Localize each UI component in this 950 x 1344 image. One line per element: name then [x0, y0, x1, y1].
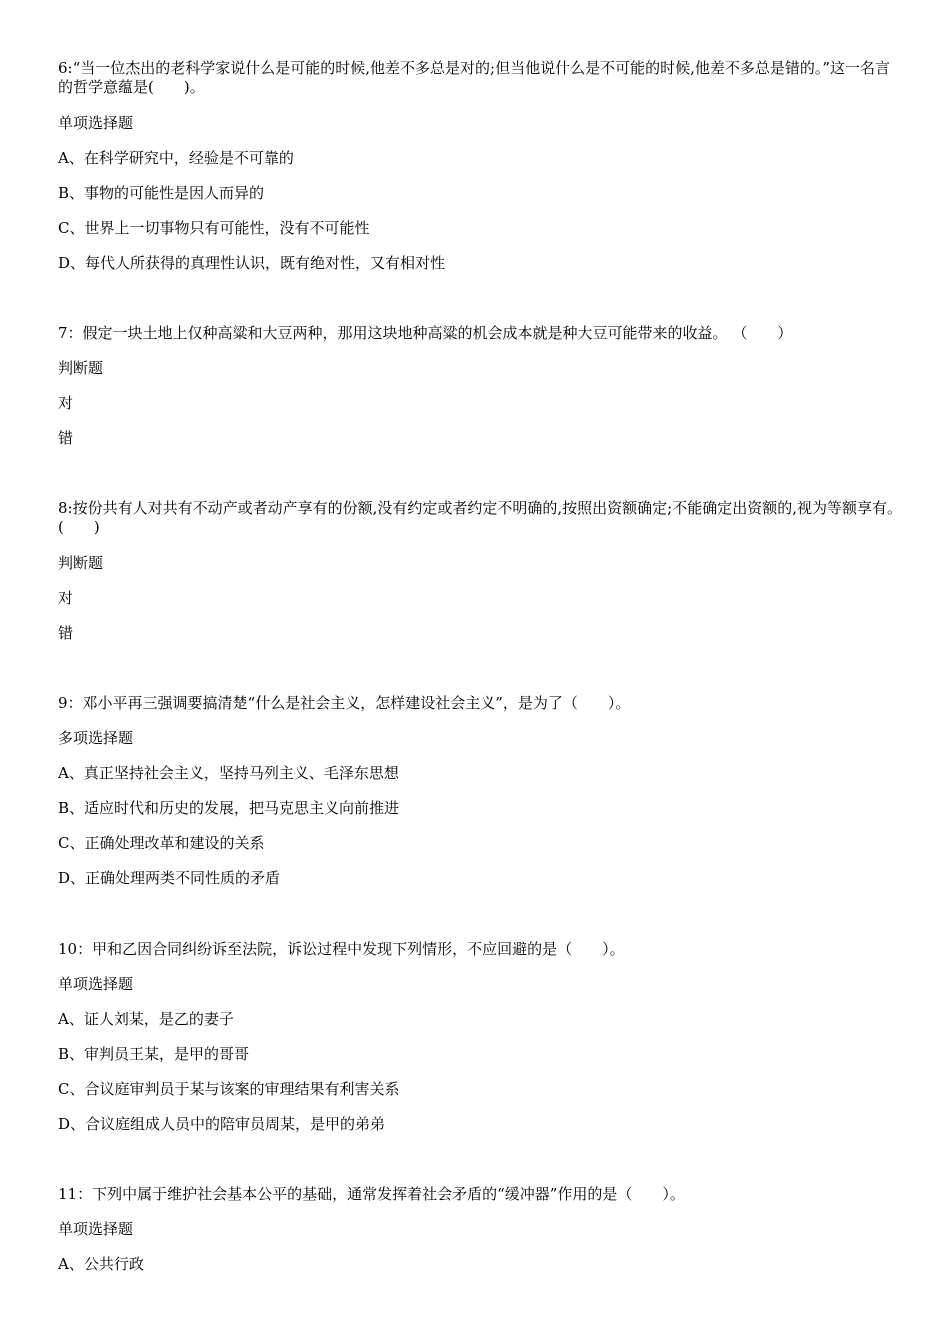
question-10-option-a: A、证人刘某，是乙的妻子 — [58, 1010, 234, 1028]
question-7-type: 判断题 — [58, 359, 104, 377]
question-8-stem: 8:按份共有人对共有不动产或者动产享有的份额,没有约定或者约定不明确的,按照出资额确定;不能确定出资额的,视为等额享有。 ( ) — [58, 499, 902, 536]
question-9-stem: 9：邓小平再三强调要搞清楚“什么是社会主义，怎样建设社会主义”，是为了（ ）。 — [58, 694, 631, 712]
question-7-stem: 7：假定一块土地上仅种高粱和大豆两种，那用这块地种高粱的机会成本就是种大豆可能带来的收益。 （ ） — [58, 324, 793, 342]
question-7-option-false: 错 — [58, 429, 74, 447]
question-11-option-a: A、公共行政 — [58, 1255, 144, 1273]
question-10-option-b: B、审判员王某，是甲的哥哥 — [58, 1045, 250, 1063]
question-8-option-false: 错 — [58, 624, 74, 642]
question-8-option-true: 对 — [58, 589, 74, 607]
question-9-option-c: C、正确处理改革和建设的关系 — [58, 834, 265, 852]
question-9-option-a: A、真正坚持社会主义，坚持马列主义、毛泽东思想 — [58, 764, 399, 782]
question-6-option-c: C、世界上一切事物只有可能性，没有不可能性 — [58, 219, 370, 237]
question-6-option-a: A、在科学研究中，经验是不可靠的 — [58, 149, 294, 167]
question-9-type: 多项选择题 — [58, 729, 134, 747]
question-7-option-true: 对 — [58, 394, 74, 412]
question-11-stem: 11：下列中属于维护社会基本公平的基础，通常发挥着社会矛盾的“缓冲器”作用的是（ ）。 — [58, 1185, 685, 1203]
question-6-option-b: B、事物的可能性是因人而异的 — [58, 184, 265, 202]
question-9-option-d: D、正确处理两类不同性质的矛盾 — [58, 869, 281, 887]
question-6-option-d: D、每代人所获得的真理性认识，既有绝对性，又有相对性 — [58, 254, 446, 272]
question-10-option-d: D、合议庭组成人员中的陪审员周某，是甲的弟弟 — [58, 1115, 386, 1133]
question-8-type: 判断题 — [58, 554, 104, 572]
question-10-option-c: C、合议庭审判员于某与该案的审理结果有利害关系 — [58, 1080, 400, 1098]
question-6-type: 单项选择题 — [58, 114, 134, 132]
question-10-stem: 10：甲和乙因合同纠纷诉至法院，诉讼过程中发现下列情形，不应回避的是（ ）。 — [58, 940, 625, 958]
question-11-type: 单项选择题 — [58, 1220, 134, 1238]
question-6-stem: 6:“当一位杰出的老科学家说什么是可能的时候,他差不多总是对的;但当他说什么是不可能的时候,他差不多总是错的。”这一名言的哲学意蕴是( )。 — [58, 59, 891, 96]
question-9-option-b: B、适应时代和历史的发展，把马克思主义向前推进 — [58, 799, 400, 817]
question-10-type: 单项选择题 — [58, 975, 134, 993]
